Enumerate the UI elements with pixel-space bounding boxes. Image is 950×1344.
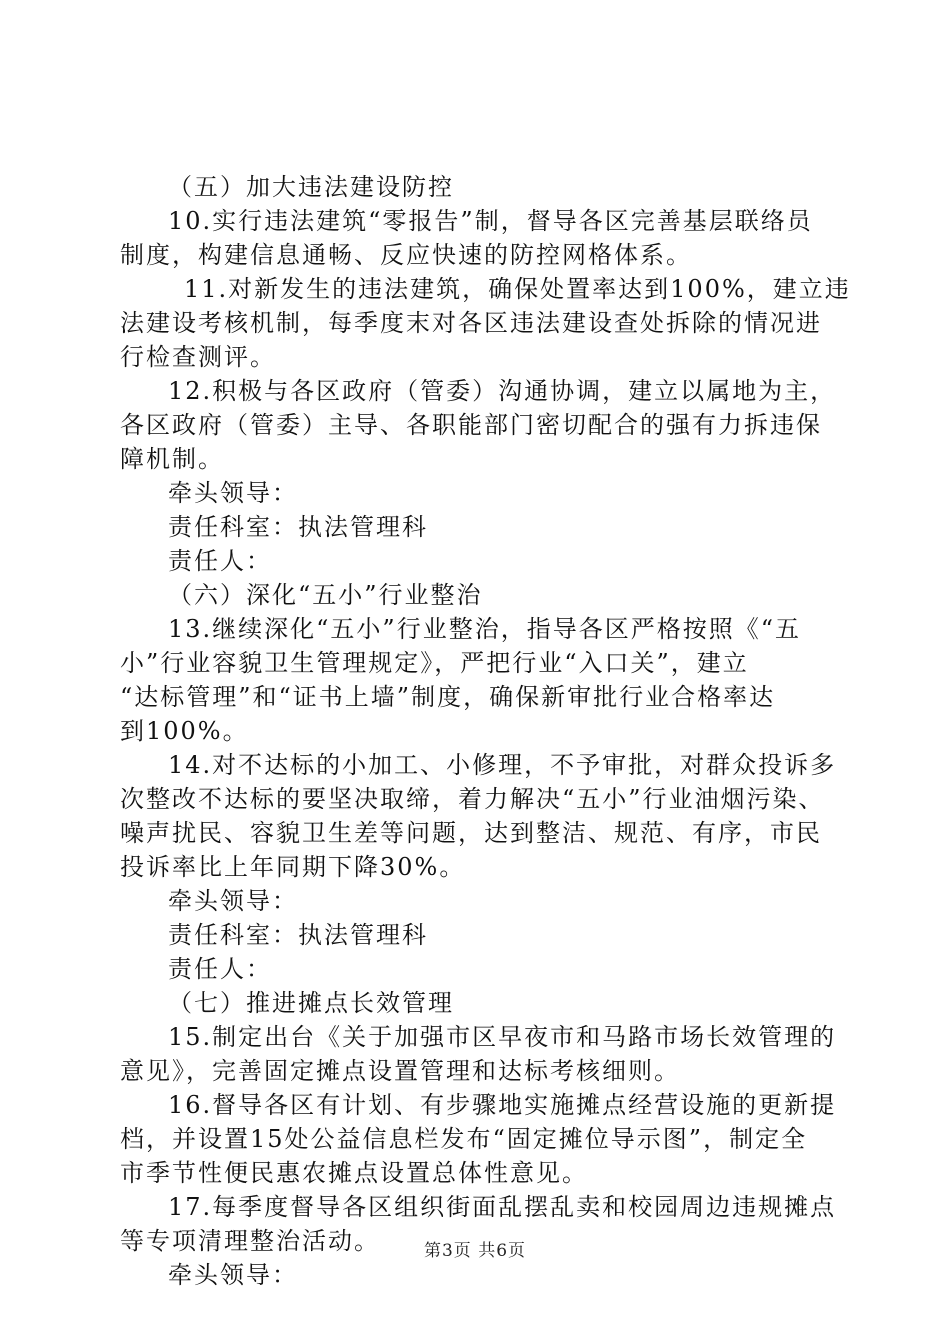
responsible-office: 责任科室：执法管理科 — [168, 513, 428, 541]
item-14-line-1: 14.对不达标的小加工、小修理，不予审批，对群众投诉多 — [168, 751, 837, 779]
section-heading-5: （五）加大违法建设防控 — [168, 173, 454, 201]
lead-leader-label: 牵头领导： — [168, 887, 298, 915]
item-14-line-4: 投诉率比上年同期下降30%。 — [120, 853, 466, 881]
section-heading-6: （六）深化“五小”行业整治 — [168, 581, 483, 609]
item-13-line-4: 到100%。 — [120, 717, 249, 745]
item-11-line-2: 法建设考核机制，每季度末对各区违法建设查处拆除的情况进 — [120, 309, 822, 337]
document-body — [120, 170, 851, 1292]
lead-leader-label: 牵头领导： — [168, 1261, 298, 1289]
item-12-line-3: 障机制。 — [120, 445, 224, 473]
item-14-line-2: 次整改不达标的要坚决取缔，着力解决“五小”行业油烟污染、 — [120, 785, 825, 813]
responsible-office: 责任科室：执法管理科 — [168, 921, 428, 949]
item-10-line-1: 10.实行违法建筑“零报告”制，督导各区完善基层联络员 — [168, 207, 813, 235]
item-12-line-2: 各区政府（管委）主导、各职能部门密切配合的强有力拆违保 — [120, 411, 822, 439]
responsible-person-label: 责任人： — [168, 547, 272, 575]
item-14-line-3: 噪声扰民、容貌卫生差等问题，达到整洁、规范、有序，市民 — [120, 819, 822, 847]
item-10-line-2: 制度，构建信息通畅、反应快速的防控网格体系。 — [120, 241, 692, 269]
item-15-line-2: 意见》，完善固定摊点设置管理和达标考核细则。 — [120, 1057, 680, 1085]
page-number-footer: 第3页 共6页 — [423, 1241, 527, 1261]
lead-leader-label: 牵头领导： — [168, 479, 298, 507]
item-13-line-3: “达标管理”和“证书上墙”制度，确保新审批行业合格率达 — [120, 683, 776, 711]
responsible-person-label: 责任人： — [168, 955, 272, 983]
section-heading-7: （七）推进摊点长效管理 — [168, 989, 454, 1017]
item-12-line-1: 12.积极与各区政府（管委）沟通协调，建立以属地为主， — [168, 377, 837, 405]
item-13-line-1: 13.继续深化“五小”行业整治，指导各区严格按照《“五 — [168, 615, 801, 643]
item-16-line-3: 市季节性便民惠农摊点设置总体性意见。 — [120, 1159, 588, 1187]
item-13-line-2: 小”行业容貌卫生管理规定》，严把行业“入口关”，建立 — [120, 649, 749, 677]
item-17-line-2: 等专项清理整治活动。 — [120, 1227, 380, 1255]
item-16-line-1: 16.督导各区有计划、有步骤地实施摊点经营设施的更新提 — [168, 1091, 837, 1119]
item-11-line-3: 行检查测评。 — [120, 343, 276, 371]
item-17-line-1: 17.每季度督导各区组织街面乱摆乱卖和校园周边违规摊点 — [168, 1193, 837, 1221]
item-16-line-2: 档，并设置15处公益信息栏发布“固定摊位导示图”，制定全 — [120, 1125, 808, 1153]
item-11-line-1: 11.对新发生的违法建筑，确保处置率达到100%，建立违 — [184, 275, 851, 303]
item-15-line-1: 15.制定出台《关于加强市区早夜市和马路市场长效管理的 — [168, 1023, 837, 1051]
